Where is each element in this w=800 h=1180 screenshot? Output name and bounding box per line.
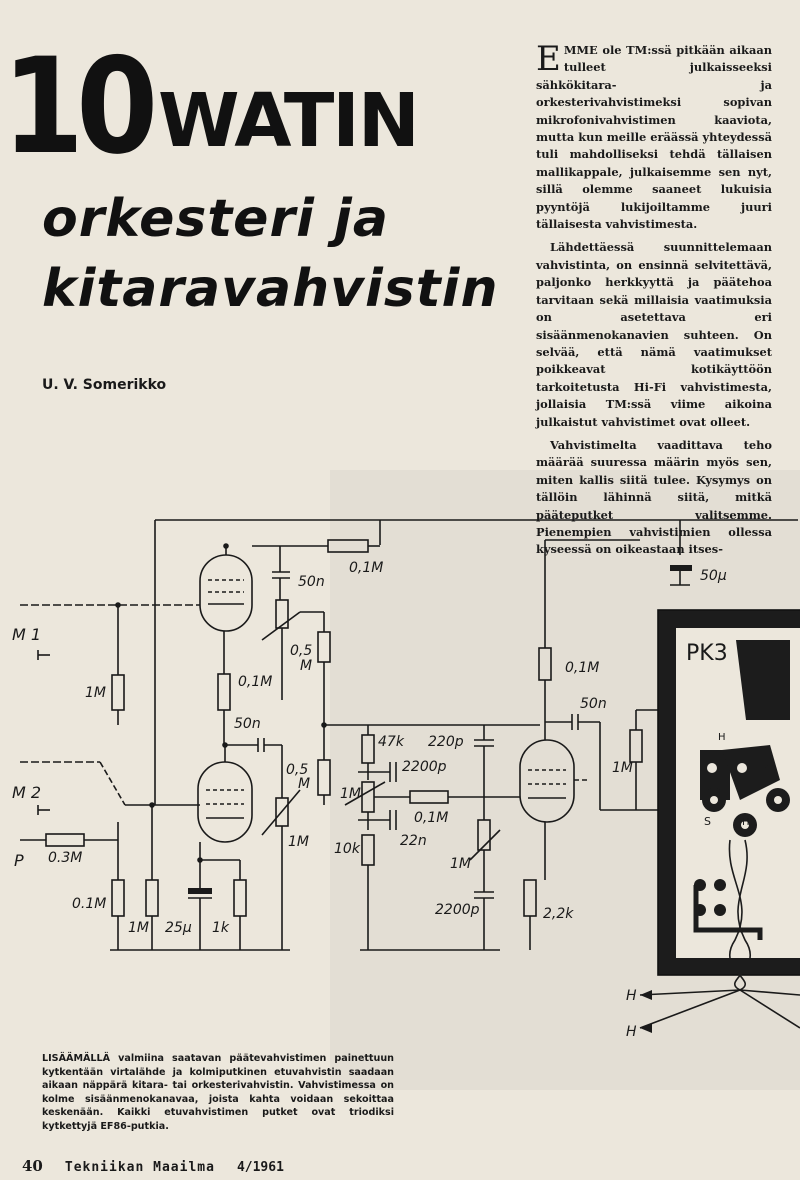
board-pin-s: S — [704, 815, 711, 828]
label-r-01m-e: 0,1M — [565, 660, 600, 676]
label-r-1k: 1k — [212, 920, 230, 936]
label-c-2200p-a: 2200p — [402, 759, 447, 775]
label-r-10k: 10k — [334, 841, 360, 857]
drop-cap: E — [536, 39, 561, 79]
label-r-1m-e: 1M — [450, 856, 471, 872]
label-r-05m-b: 0,5 — [286, 762, 309, 778]
input-label-m1: M 1 — [12, 625, 42, 644]
label-r-1m-b: 1M — [288, 834, 309, 850]
label-r-01m-top: 0,1M — [349, 560, 384, 576]
label-c-220p: 220p — [428, 734, 464, 750]
label-r-1m-a: 1M — [85, 685, 106, 701]
label-out-h1: H — [626, 988, 637, 1004]
label-r-01m-c: 0.1M — [72, 896, 107, 912]
label-r-01m-b: 0,1M — [238, 674, 273, 690]
article-paragraph-1: EMME ole TM:ssä pitkään aikaan tulleet julkaisseeksi sähkökitara- ja orkesterivahvistimeksi sopivan mikrofonivahvistimen kaaviota, mutta kun meille eräässä yhteydessä tuli mahdolliseksi tehdä tällaisen mallikappale, julkaisemme sen nyt, sillä olemme saaneet lukuisia pyyntöjä lukijoiltamme juuri tällaisesta vahvistimesta. — [536, 39, 772, 232]
label-c-2200p-b: 2200p — [435, 902, 480, 918]
label-c-50u: 50μ — [700, 568, 727, 584]
label-r-1m-d: 1M — [340, 786, 361, 802]
board-pin-h1: H — [718, 732, 726, 743]
headline-word: WATIN — [158, 78, 418, 164]
label-c-50n-a: 50n — [298, 574, 325, 590]
label-r-1m-f: 1M — [612, 760, 633, 776]
figure-caption: LISÄÄMÄLLÄ valmiina saatavan päätevahvistimen painettuun kytkentään virtalähde ja kolmiputkinen etuvahvistin saadaan aikaan näppärä kitara- tai orkesterivahvistin. Vahvistimessa on kolme sisäänmenokanavaa, joista kahta voidaan sekoittaa keskenään. Kaikki etuvahvistimen putket ovat triodiksi kytkettyjä EF86-putkia. — [42, 1053, 394, 1132]
label-r-05m-a-unit: M — [300, 658, 313, 674]
label-r-05m-a: 0,5 — [290, 643, 313, 659]
issue-number: 4/1961 — [236, 1160, 284, 1175]
article-paragraph-3: Vahvistimelta vaadittava teho määrää suuressa määrin myös sen, miten kallis siitä tulee. Kysymys on tällöin lähinnä siitä, mitkä pääteputket valitsemme. Pienempien vahvistimien ollessa kyseessä on oikeastaan itses- — [536, 437, 772, 557]
headline-line3: kitaravahvistin — [42, 259, 499, 319]
label-c-50n-c: 50n — [580, 696, 607, 712]
label-r-47k: 47k — [378, 734, 404, 750]
page-footer — [22, 1157, 284, 1175]
article-paragraph-2: Lähdettäessä suunnittelemaan vahvistinta, on ensinnä selvitettävä, paljonko herkkyyttä ja päätehoa tarvitaan sekä millaisia vaatimuksia on asetettava eri sisäänmenokanavien suhteen. On selvää, että nämä vaatimukset poikkeavat kotikäyttöön tarkoitetusta Hi-Fi vahvistimesta, jollaisia TM:ssä viime aikoina julkaistut vahvistimet ovat olleet. — [536, 240, 772, 429]
article-column — [536, 39, 772, 565]
magazine-name: Tekniikan Maailma — [64, 1160, 215, 1175]
headline-line2: orkesteri ja — [42, 189, 389, 249]
page-number: 40 — [22, 1157, 43, 1175]
input-label-p: P — [14, 851, 24, 870]
label-c-25u: 25μ — [165, 920, 192, 936]
author-byline: U. V. Somerikko — [42, 377, 167, 393]
label-c-50n-b: 50n — [234, 716, 261, 732]
headline-number: 10 — [2, 28, 151, 184]
input-label-m2: M 2 — [12, 783, 42, 802]
label-r-01m-d: 0,1M — [414, 810, 449, 826]
label-r-03m: 0.3M — [48, 850, 83, 866]
label-out-h2: H — [626, 1024, 637, 1040]
label-r-1m-c: 1M — [128, 920, 149, 936]
label-r-22k: 2,2k — [543, 906, 574, 922]
circuit-schematic — [0, 500, 800, 1050]
board-pin-h2: H — [742, 817, 750, 828]
label-r-05m-b-unit: M — [298, 776, 311, 792]
board-label: PK3 — [686, 641, 728, 666]
label-c-22n: 22n — [400, 833, 427, 849]
